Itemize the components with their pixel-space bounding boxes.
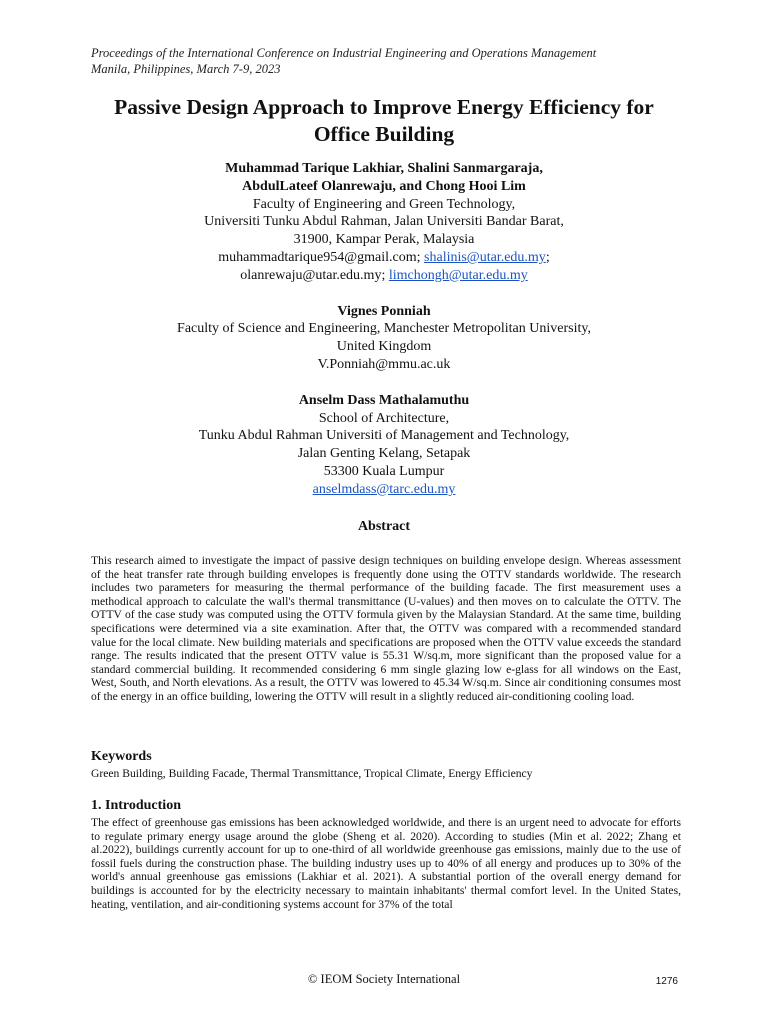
affiliation-1-line-3: 31900, Kampar Perak, Malaysia xyxy=(293,232,475,248)
email-muhammad: muhammadtarique954@gmail.com; xyxy=(218,249,421,265)
email-olanrewaju: olanrewaju@utar.edu.my; xyxy=(240,267,386,283)
abstract-heading: Abstract xyxy=(357,519,411,534)
author-name-vignes: Vignes Ponniah xyxy=(337,303,431,319)
title-line-1: Passive Design Approach to Improve Energy Efficiency for xyxy=(114,95,654,119)
abstract-text: This research aimed to investigate the impact of passive design techniques on building envelope design. Whereas assessment of the heat transfer rate through building envelopes is frequently done using the OTTV standards worldwide. The research includes two parameters for measuring the thermal performance of the building facade. The first measurement uses a methodical approach to calculate the wall's thermal transmittance (U-values) and then moves on to calculate the OTTV. The OTTV of the case study was computed using the OTTV formula given by the Malaysian Standard. At the same time, building specifications were determined via a site examination. After that, the OTTV was compared with a recommended standard value for the local climate. New building materials and specifications are proposed when the OTTV value exceeds the standard range. The results indicated that the present OTTV value is 55.31 W/sq.m, more significant than the proposed value for a standard commercial building. It recommended considering 6 mm single glazing low e-glass for all windows on the East, West, South, and North elevations. As a result, the OTTV was lowered to 45.34 W/sq.m. Since air conditioning consumes most of the energy in an office building, lowering the OTTV will result in a slightly reduced air-conditioning cooling load. xyxy=(91,554,681,703)
title-line-2: Office Building xyxy=(313,122,455,146)
email-anselm-link[interactable]: anselmdass@tarc.edu.my xyxy=(312,481,456,497)
copyright-footer: © IEOM Society International xyxy=(307,972,461,986)
email-separator: ; xyxy=(545,249,550,265)
affiliation-2-line-1: Faculty of Science and Engineering, Manchester Metropolitan University, xyxy=(177,321,591,337)
affiliation-3-line-2: Tunku Abdul Rahman Universiti of Management and Technology, xyxy=(198,428,570,444)
header-location-date: Manila, Philippines, March 7-9, 2023 xyxy=(91,62,281,76)
proceedings-header xyxy=(91,45,596,77)
introduction-text: The effect of greenhouse gas emissions has been acknowledged worldwide, and there is an urgent need to advocate for efforts to regulate primary energy usage around the globe (Sheng et al. 2020). According to studies (Min et al. 2022; Zhang et al.2022), buildings currently account for up to one-third of all worldwide greenhouse gas emissions, mainly due to the use of fossil fuels during the construction phase. The building industry uses up to 40% of all energy and produces up to 30% of the world's annual greenhouse gas emissions (Lakhiar et al. 2021). A substantial portion of the overall energy demand for buildings is accounted for by the electricity necessary to maintain inhabitants' thermal comfort level. In the United States, heating, ventilation, and air-conditioning systems account for 37% of the total xyxy=(91,816,681,911)
author-names-2: AbdulLateef Olanrewaju, and Chong Hooi Lim xyxy=(242,178,526,194)
keywords-heading: Keywords xyxy=(91,749,152,764)
introduction-heading: 1. Introduction xyxy=(91,798,181,813)
affiliation-1-line-2: Universiti Tunku Abdul Rahman, Jalan Universiti Bandar Barat, xyxy=(204,214,564,230)
email-limchongh-link[interactable]: limchongh@utar.edu.my xyxy=(388,267,528,283)
affiliation-3-line-1: School of Architecture, xyxy=(318,410,450,426)
keywords-text: Green Building, Building Facade, Thermal Transmittance, Tropical Climate, Energy Efficiency xyxy=(91,767,533,780)
author-block xyxy=(60,160,708,499)
email-shalinis-link[interactable]: shalinis@utar.edu.my xyxy=(424,249,546,265)
affiliation-1-line-1: Faculty of Engineering and Green Technology, xyxy=(252,196,516,212)
page-number: 1276 xyxy=(655,976,678,987)
author-name-anselm: Anselm Dass Mathalamuthu xyxy=(298,392,470,408)
email-line-1 xyxy=(60,249,708,267)
affiliation-3-line-3: Jalan Genting Kelang, Setapak xyxy=(297,446,471,462)
paper-title xyxy=(60,94,708,148)
email-vignes: V.Ponniah@mmu.ac.uk xyxy=(317,356,451,372)
affiliation-3-line-4: 53300 Kuala Lumpur xyxy=(323,463,445,479)
email-line-2 xyxy=(60,267,708,285)
email-anselm-line xyxy=(60,481,708,499)
header-conference: Proceedings of the International Conference on Industrial Engineering and Operations Management xyxy=(91,46,597,60)
affiliation-2-line-2: United Kingdom xyxy=(336,339,432,355)
author-names-1: Muhammad Tarique Lakhiar, Shalini Sanmargaraja, xyxy=(225,161,543,176)
